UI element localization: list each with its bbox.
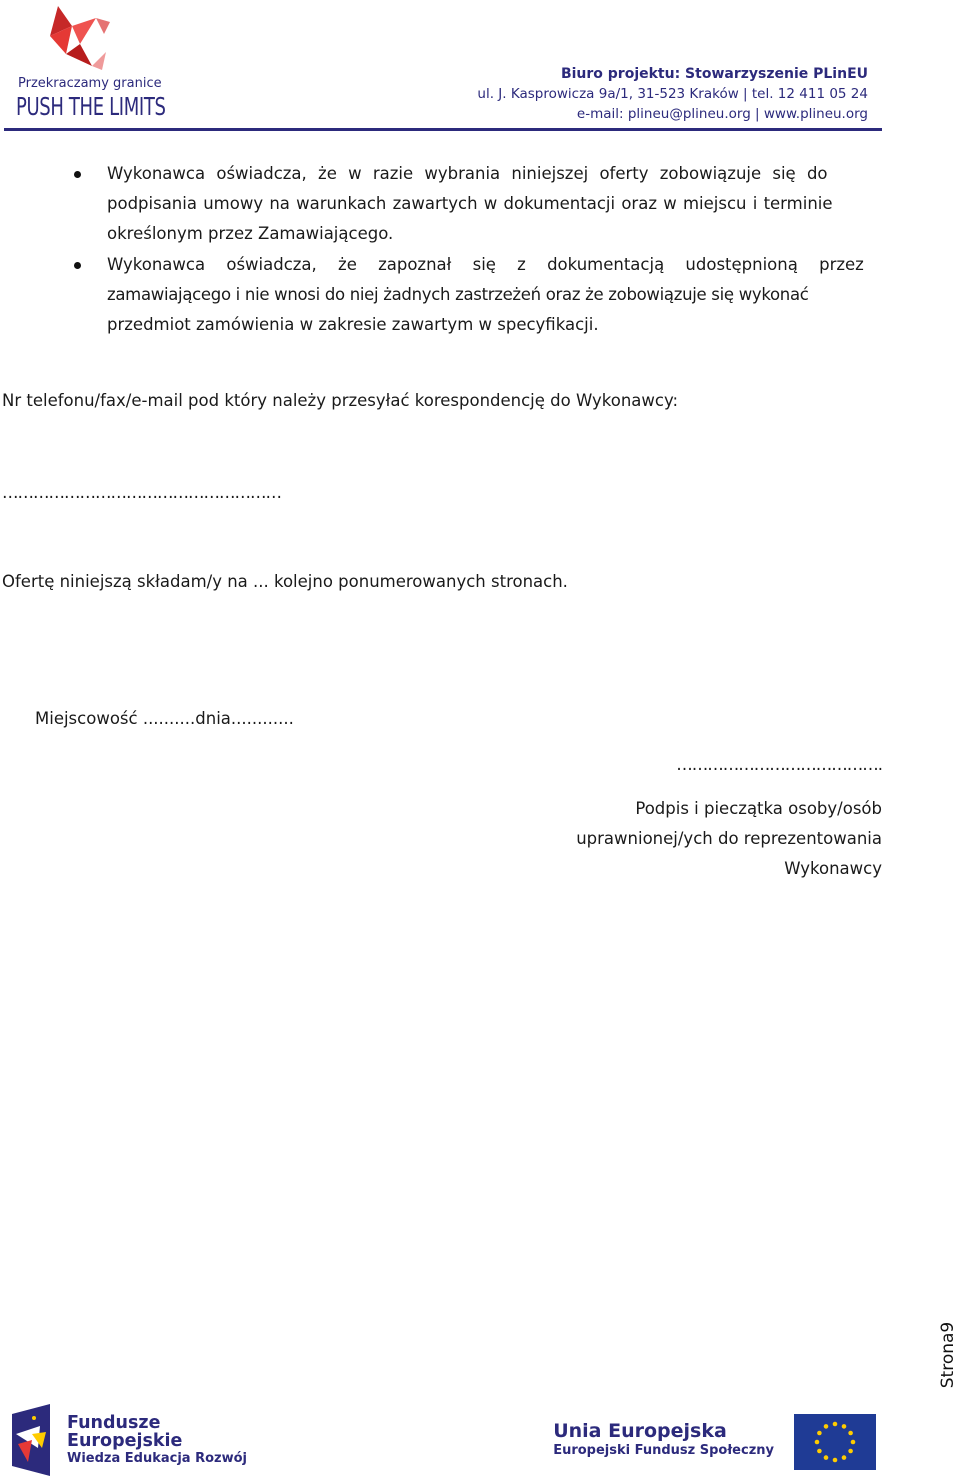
signature-caption-2: uprawnionej/ych do reprezentowania [576, 829, 882, 848]
contact-fill-dots: ……………………………………………… [2, 483, 281, 502]
unia-europejska-text [553, 1420, 774, 1460]
logo-tagline: Przekraczamy granice [18, 76, 162, 91]
bullet-1-dot [74, 171, 81, 178]
eu-flag-icon [794, 1414, 876, 1470]
declaration-1-line-3: określonym przez Zamawiającego. [107, 224, 394, 243]
office-contact: e-mail: plineu@plineu.org | www.plineu.org [576, 106, 868, 122]
declaration-2-line-2: zamawiającego i nie wnosi do niej żadnych zastrzeżeń oraz że zobowiązuje się wykonać [107, 285, 809, 304]
project-office-info [477, 64, 868, 124]
declaration-1-line-1-text: Wykonawca oświadcza, że w razie wybrania niniejszej oferty zobowiązuje się do [107, 164, 828, 183]
page-number-label [936, 1320, 960, 1390]
header-divider [4, 128, 882, 131]
fundusze-europejskie-text [67, 1414, 247, 1468]
signature-dots: …………………………………. [676, 755, 882, 774]
office-title: Biuro projektu: Stowarzyszenie PLinEU [560, 66, 868, 82]
place-date-line: Miejscowość ..........dnia............ [35, 709, 294, 728]
ue-line-1: Unia Europejska [553, 1420, 727, 1442]
declaration-2-line-3: przedmiot zamówienia w zakresie zawartym w specyfikacji. [107, 315, 599, 334]
declaration-2-line-1: Wykonawca oświadcza, że zapoznał się z dokumentacją udostępnioną przez [107, 255, 864, 274]
declaration-2 [107, 250, 883, 340]
page-number-text: Strona9 [938, 1321, 958, 1389]
signature-caption-1: Podpis i pieczątka osoby/osób [635, 799, 882, 818]
declaration-1-line-2: podpisania umowy na warunkach zawartych w dokumentacji oraz w miejscu i terminie [107, 194, 833, 213]
fe-line-3: Wiedza Edukacja Rozwój [67, 1451, 248, 1466]
declaration-1 [107, 159, 883, 249]
bullet-2-dot [74, 262, 81, 269]
fundusze-europejskie-emblem [10, 1404, 64, 1476]
office-address: ul. J. Kasprowicza 9a/1, 31-523 Kraków | tel. 12 411 05 24 [477, 86, 868, 102]
signature-caption-3: Wykonawcy [784, 859, 882, 878]
logo-wordmark: PUSH THE LIMITS [16, 92, 166, 121]
declaration-1-line-1 [107, 159, 883, 189]
ue-line-2: Europejski Fundusz Społeczny [553, 1443, 774, 1458]
pages-count-line: Ofertę niniejszą składam/y na ... kolejno ponumerowanych stronach. [2, 572, 568, 591]
contact-label: Nr telefonu/fax/e-mail pod który należy przesyłać korespondencję do Wykonawcy: [2, 391, 679, 410]
fe-line-1: Fundusze [67, 1413, 161, 1433]
fe-line-2: Europejskie [67, 1431, 183, 1451]
